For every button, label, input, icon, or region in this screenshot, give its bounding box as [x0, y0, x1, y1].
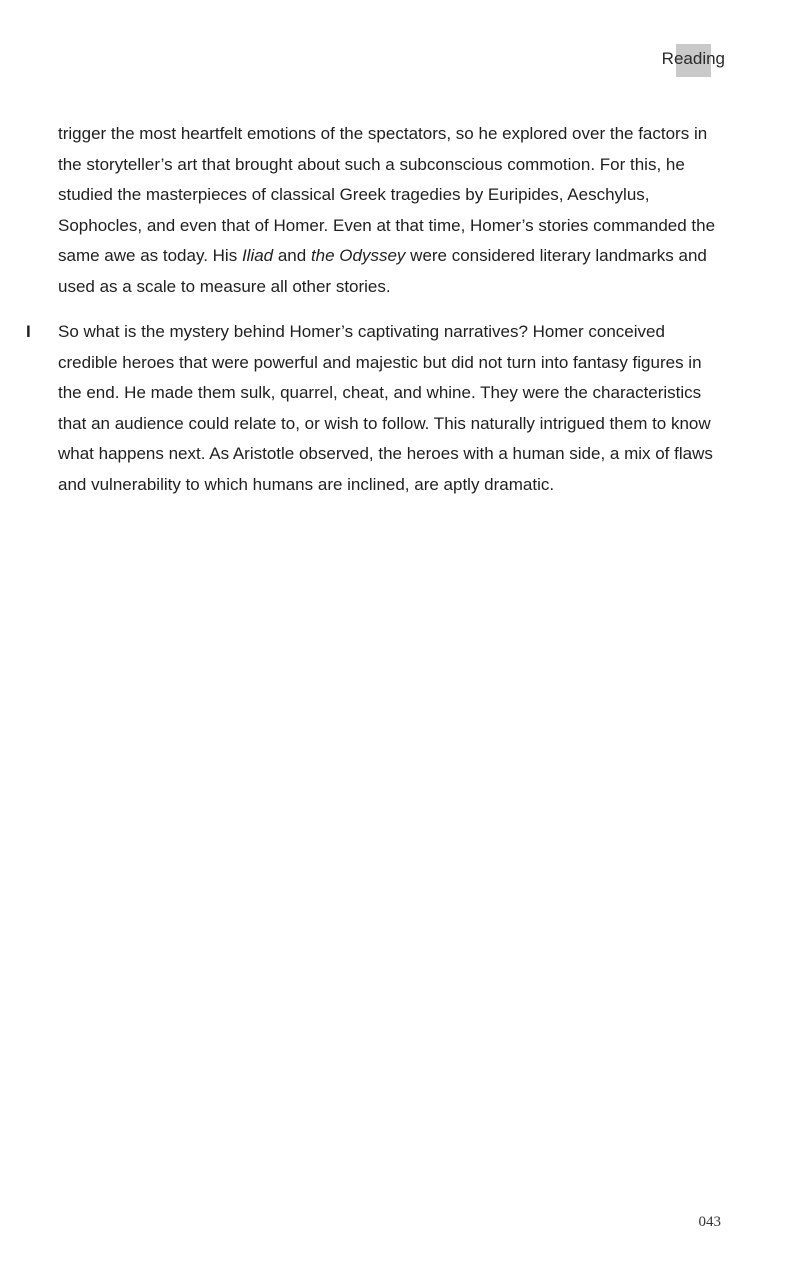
page-number: 043: [698, 1214, 721, 1230]
paragraph-2: [26, 317, 724, 500]
paragraph-1: [58, 119, 724, 302]
paragraph-1-segment-1: trigger the most heartfelt emotions of the spectators, so he explored over the factors in the storyteller’s art that brought about such a subconscious commotion. For this, he studied the masterpieces of classical Greek tragedies by Euripides, Aeschylus, Sophocles, and even that of Homer. Even at that time, Homer’s stories commanded the same awe as today. His: [58, 124, 716, 265]
title-iliad: Iliad: [241, 246, 274, 265]
paragraph-marker: I: [26, 322, 31, 341]
section-header: Reading: [661, 49, 725, 68]
paragraph-2-segment-1: So what is the mystery behind Homer’s captivating narratives? Homer conceived credible heroes that were powerful and majestic but did not turn into fantasy figures in the end. He made them sulk, quarrel, cheat, and whine. They were the characteristics that an audience could relate to, or wish to follow. This naturally intrigued them to know what happens next. As Aristotle observed, the heroes with a human side, a mix of flaws and vulnerability to which humans are inclined, are aptly dramatic.: [58, 322, 713, 494]
body-text: [26, 119, 724, 500]
paragraph-1-segment-3: and: [273, 246, 311, 265]
paragraph-1-segment-5: were considered literary landmarks and used as a scale to measure all other stories.: [58, 246, 707, 296]
title-odyssey: the Odyssey: [310, 246, 406, 265]
